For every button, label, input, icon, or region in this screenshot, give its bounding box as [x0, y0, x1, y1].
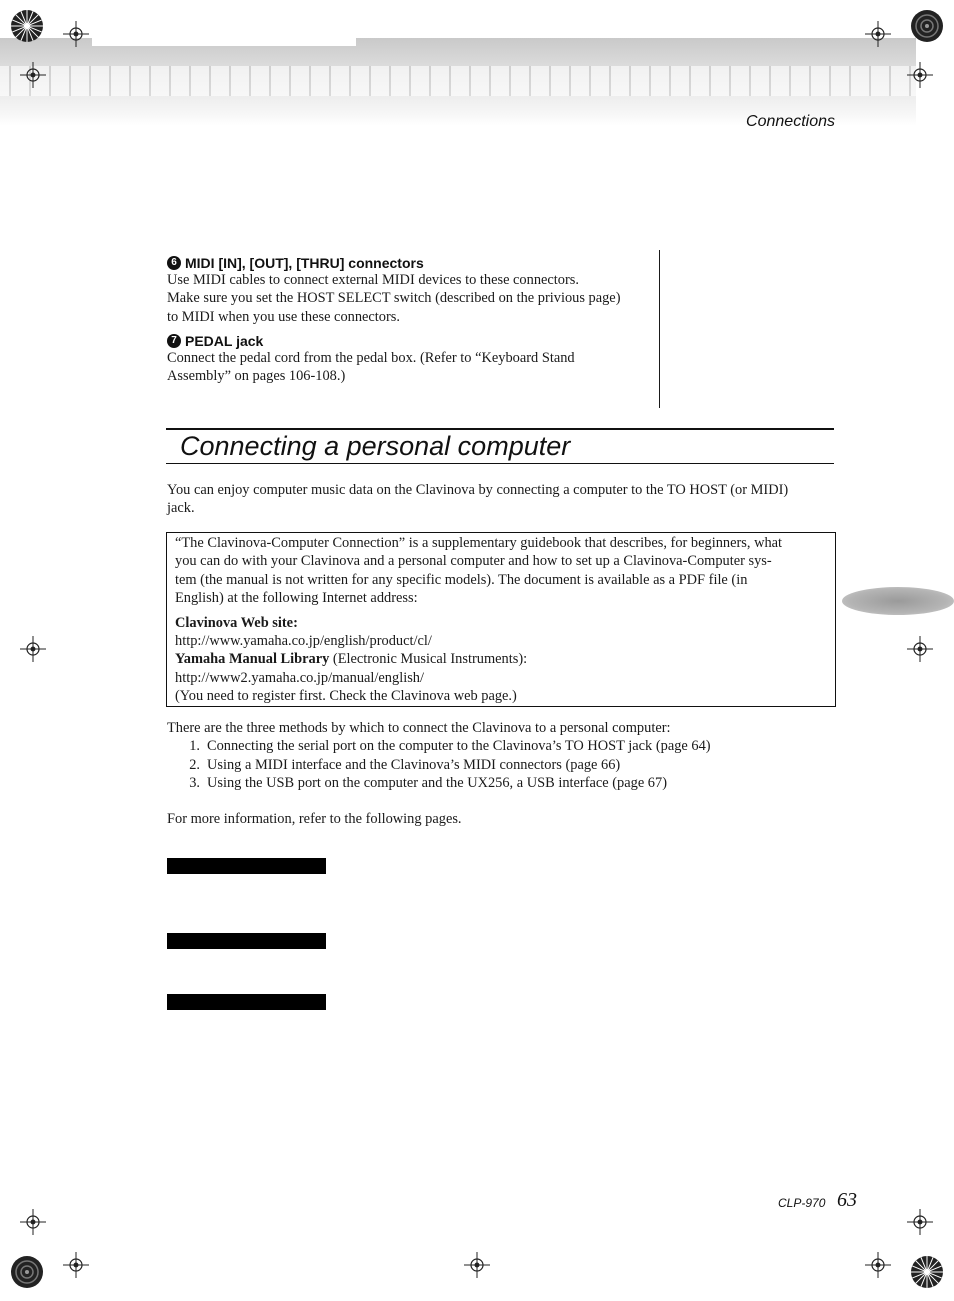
section-title: Connections: [746, 113, 835, 130]
midi-connectors-heading-text: MIDI [IN], [OUT], [THRU] connectors: [185, 255, 424, 271]
more-info-text: For more information, refer to the following pages.: [167, 811, 462, 827]
library-url[interactable]: http://www2.yamaha.co.jp/manual/english/: [175, 669, 424, 686]
registration-target-icon: [10, 1255, 44, 1289]
crosshair-icon: [907, 636, 933, 662]
black-bar: [167, 858, 326, 874]
pedal-jack-heading-text: PEDAL jack: [185, 333, 264, 349]
library-label: Yamaha Manual Library: [175, 651, 330, 668]
register-note: (You need to register first. Check the Clavinova web page.): [175, 688, 517, 705]
column-divider: [659, 250, 660, 408]
item-number-badge: 7: [167, 334, 181, 348]
list-item: [167, 774, 837, 792]
midi-connectors-body: [167, 271, 647, 326]
intro-paragraph: [167, 481, 837, 518]
body-line: to MIDI when you use these connectors.: [167, 308, 400, 325]
footer-model-name: CLP-970: [778, 1196, 826, 1210]
body-line: jack.: [167, 500, 195, 517]
web-site-url[interactable]: http://www.yamaha.co.jp/english/product/cl/: [175, 633, 432, 650]
crosshair-icon: [20, 1209, 46, 1235]
crosshair-icon: [20, 62, 46, 88]
library-line: [175, 650, 827, 668]
body-line: You can enjoy computer music data on the Clavinova by connecting a computer to the TO HOST (or MIDI): [167, 482, 789, 498]
body-line: Assembly” on pages 106-108.): [167, 368, 346, 385]
item-number-badge: 6: [167, 256, 181, 270]
pedal-jack-heading: [167, 333, 647, 349]
black-bar: [167, 994, 326, 1010]
crosshair-icon: [907, 1209, 933, 1235]
body-line: “The Clavinova-Computer Connection” is a supplementary guidebook that describes, for beginners, what: [175, 535, 783, 551]
methods-intro: There are the three methods by which to connect the Clavinova to a personal computer:: [167, 720, 671, 736]
page-title-text: Connecting a personal computer: [180, 431, 571, 461]
page-title: [166, 428, 834, 464]
body-line: English) at the following Internet address:: [175, 590, 418, 607]
crosshair-icon: [865, 21, 891, 47]
methods-section: [167, 719, 837, 793]
list-item-text: Using a MIDI interface and the Clavinova’s MIDI connectors (page 66): [207, 756, 621, 773]
crosshair-icon: [63, 1252, 89, 1278]
crosshair-icon: [907, 62, 933, 88]
list-item-number: 1.: [189, 738, 200, 755]
black-bar: [167, 933, 326, 949]
midi-connectors-heading: [167, 255, 647, 271]
list-item-text: Connecting the serial port on the computer to the Clavinova’s TO HOST jack (page 64): [207, 738, 711, 755]
body-line: tem (the manual is not written for any specific models). The document is available as a PDF file (in: [175, 571, 748, 588]
web-site-label: Clavinova Web site:: [175, 614, 298, 631]
crosshair-icon: [464, 1252, 490, 1278]
crosshair-icon: [20, 636, 46, 662]
crosshair-icon: [63, 21, 89, 47]
list-item: [167, 756, 837, 774]
body-line: you can do with your Clavinova and a personal computer and how to set up a Clavinova-Computer sys-: [175, 553, 772, 570]
info-box: [166, 532, 836, 707]
registration-star-icon: [10, 9, 44, 43]
pedal-jack-item: [167, 333, 647, 386]
list-item-text: Using the USB port on the computer and the UX256, a USB interface (page 67): [207, 775, 667, 792]
library-note: (Electronic Musical Instruments):: [329, 651, 528, 668]
list-item: [167, 737, 837, 755]
list-item-number: 3.: [189, 775, 200, 792]
side-thumb-tab: [842, 587, 954, 615]
body-line: Connect the pedal cord from the pedal box. (Refer to “Keyboard Stand: [167, 350, 575, 366]
header-notch: [92, 38, 356, 46]
midi-connectors-item: [167, 255, 647, 326]
registration-target-icon: [910, 9, 944, 43]
body-line: Make sure you set the HOST SELECT switch (described on the privious page): [167, 290, 621, 307]
pedal-jack-body: [167, 349, 647, 386]
footer-page-number: 63: [837, 1189, 857, 1211]
body-line: Use MIDI cables to connect external MIDI devices to these connectors.: [167, 272, 579, 288]
crosshair-icon: [865, 1252, 891, 1278]
list-item-number: 2.: [189, 756, 200, 773]
registration-star-icon: [910, 1255, 944, 1289]
